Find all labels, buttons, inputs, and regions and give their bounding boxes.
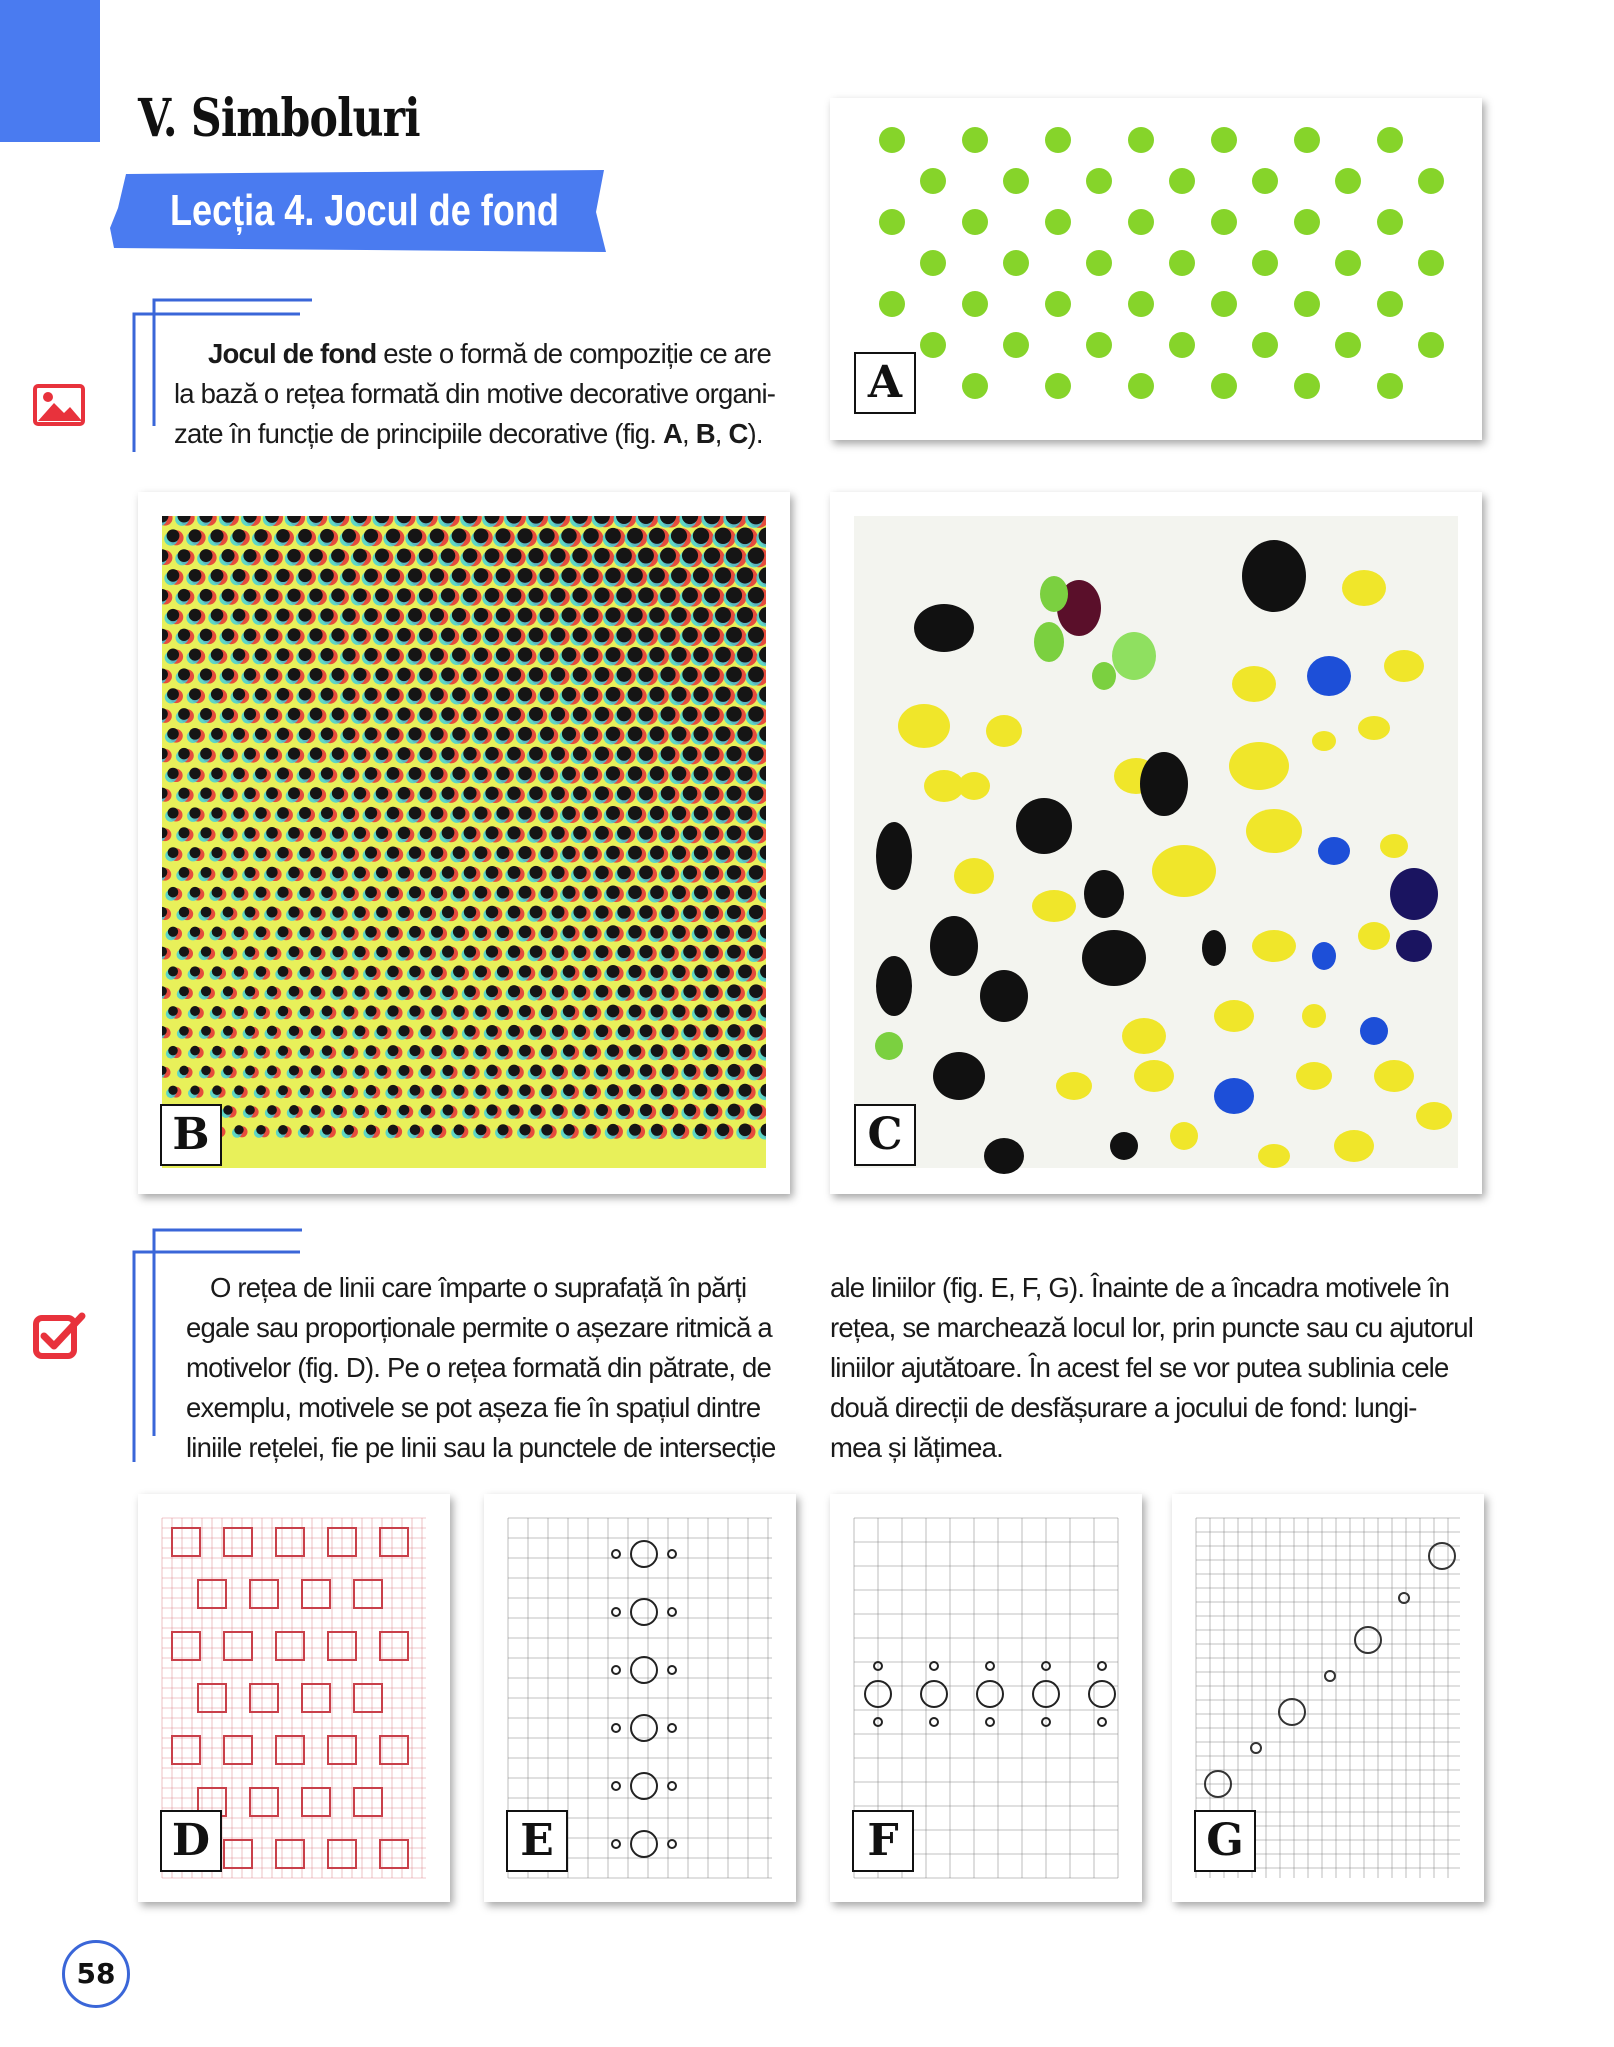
- figure-label-a: A: [854, 352, 916, 414]
- figure-label-e: E: [506, 1810, 568, 1872]
- body-left-line-2: egale sau proporționale permite o așezare ritmică a: [186, 1312, 772, 1343]
- body-left-paragraph: [186, 1268, 792, 1468]
- body-right-line-1: ale liniilor (fig. E, F, G). Înainte de a încadra motivele în: [830, 1272, 1450, 1303]
- body-left-line-5: liniile rețelei, fie pe linii sau la punctele de intersecție: [186, 1432, 776, 1463]
- figure-g: [1172, 1494, 1484, 1902]
- intro-line1: este o formă de compoziție ce are: [376, 338, 772, 369]
- figure-label-g: G: [1194, 1810, 1256, 1872]
- figure-f: [830, 1494, 1142, 1902]
- intro-ref-c: C: [728, 418, 748, 449]
- figure-c: [830, 492, 1482, 1194]
- intro-paragraph: Jocul de fond este o formă de compoziție ce are la bază o rețea formată din motive decorative organi- zate în funcție de principiile decorative (fig. A, B, C).: [174, 334, 794, 454]
- figure-label-f: F: [852, 1810, 914, 1872]
- image-icon: [32, 383, 86, 427]
- checkbox-icon: [32, 1310, 88, 1360]
- figure-d: [138, 1494, 450, 1902]
- lesson-banner: [108, 168, 608, 256]
- body-left-line-3: motivelor (fig. D). Pe o rețea formată din pătrate, de: [186, 1352, 772, 1383]
- body-left-line-4: exemplu, motivele se pot așeza fie în spațiul dintre: [186, 1392, 761, 1423]
- intro-ref-b: B: [695, 418, 715, 449]
- page-number: 58: [62, 1940, 130, 2008]
- intro-ref-a: A: [662, 418, 683, 449]
- intro-term: Jocul de fond: [208, 338, 377, 369]
- body-right-line-4: două direcții de desfășurare a jocului de fond: lungi-: [830, 1392, 1417, 1423]
- figure-a: [830, 98, 1482, 440]
- figure-e: [484, 1494, 796, 1902]
- body-right-line-5: mea și lățimea.: [830, 1432, 1003, 1463]
- intro-line2: la bază o rețea formată din motive decorative organi-: [174, 378, 776, 409]
- lesson-title: Lecția 4. Jocul de fond: [170, 186, 559, 235]
- figure-label-d: D: [160, 1810, 222, 1872]
- intro-line3-start: zate în funcție de principiile decorative (fig.: [174, 418, 663, 449]
- figure-label-c: C: [854, 1104, 916, 1166]
- figure-label-b: B: [160, 1104, 222, 1166]
- corner-tab: [0, 0, 100, 142]
- body-right-line-3: liniilor ajutătoare. În acest fel se vor putea sublinia cele: [830, 1352, 1449, 1383]
- body-right-paragraph: [830, 1268, 1482, 1468]
- body-left-line-1: O rețea de linii care împarte o suprafață în părți: [210, 1272, 747, 1303]
- intro-line3-end: ).: [747, 418, 763, 449]
- body-right-line-2: rețea, se marchează locul lor, prin puncte sau cu ajutorul: [830, 1312, 1474, 1343]
- chapter-title: V. Simboluri: [138, 88, 420, 149]
- figure-b: [138, 492, 790, 1194]
